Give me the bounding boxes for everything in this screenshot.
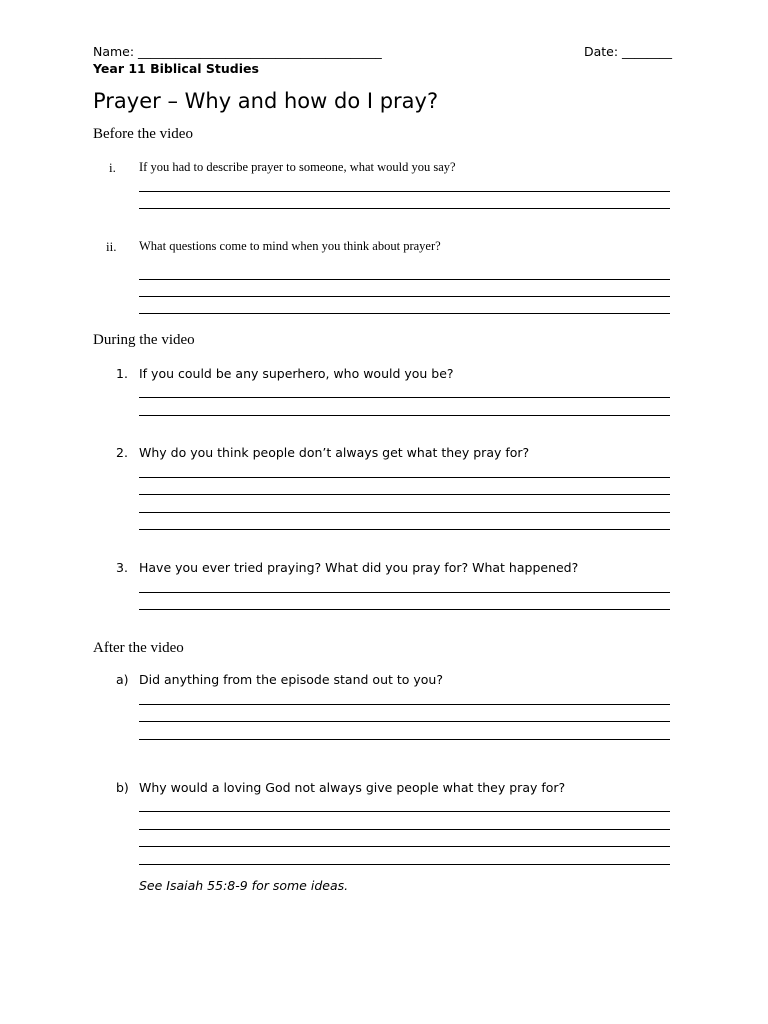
question-number-i: i.	[109, 160, 116, 175]
question-number-3: 3.	[116, 560, 128, 575]
section-heading-after: After the video	[93, 640, 184, 656]
answer-line[interactable]	[139, 811, 670, 812]
question-text-ii: What questions come to mind when you think about prayer?	[139, 239, 441, 253]
answer-line[interactable]	[139, 397, 670, 398]
section-heading-during: During the video	[93, 332, 195, 348]
question-number-ii: ii.	[106, 239, 117, 254]
answer-line[interactable]	[139, 477, 670, 478]
answer-line[interactable]	[139, 512, 670, 513]
answer-line[interactable]	[139, 415, 670, 416]
question-text-b: Why would a loving God not always give people what they pray for?	[139, 780, 566, 795]
answer-line[interactable]	[139, 829, 670, 830]
course-name: Year 11 Biblical Studies	[93, 61, 259, 76]
answer-line[interactable]	[139, 191, 670, 192]
question-number-a: a)	[116, 672, 129, 687]
answer-line[interactable]	[139, 864, 670, 865]
question-text-i: If you had to describe prayer to someone, what would you say?	[139, 160, 456, 174]
answer-line[interactable]	[139, 313, 670, 314]
answer-line[interactable]	[139, 296, 670, 297]
answer-line[interactable]	[139, 739, 670, 740]
page-title: Prayer – Why and how do I pray?	[93, 89, 439, 113]
answer-line[interactable]	[139, 592, 670, 593]
question-number-1: 1.	[116, 366, 128, 381]
question-text-3: Have you ever tried praying? What did you pray for? What happened?	[139, 560, 579, 575]
answer-line[interactable]	[139, 721, 670, 722]
answer-line[interactable]	[139, 609, 670, 610]
answer-line[interactable]	[139, 529, 670, 530]
name-field-label[interactable]: Name: _______________________________________	[93, 44, 382, 59]
question-number-2: 2.	[116, 445, 128, 460]
answer-line[interactable]	[139, 704, 670, 705]
answer-line[interactable]	[139, 494, 670, 495]
question-text-a: Did anything from the episode stand out to you?	[139, 672, 443, 687]
question-text-2: Why do you think people don’t always get what they pray for?	[139, 445, 530, 460]
answer-line[interactable]	[139, 846, 670, 847]
date-field-label[interactable]: Date: ________	[584, 44, 673, 59]
question-text-1: If you could be any superhero, who would you be?	[139, 366, 454, 381]
answer-line[interactable]	[139, 279, 670, 280]
question-number-b: b)	[116, 780, 129, 795]
answer-line[interactable]	[139, 208, 670, 209]
section-heading-before: Before the video	[93, 126, 193, 142]
reference-note: See Isaiah 55:8-9 for some ideas.	[139, 878, 349, 893]
